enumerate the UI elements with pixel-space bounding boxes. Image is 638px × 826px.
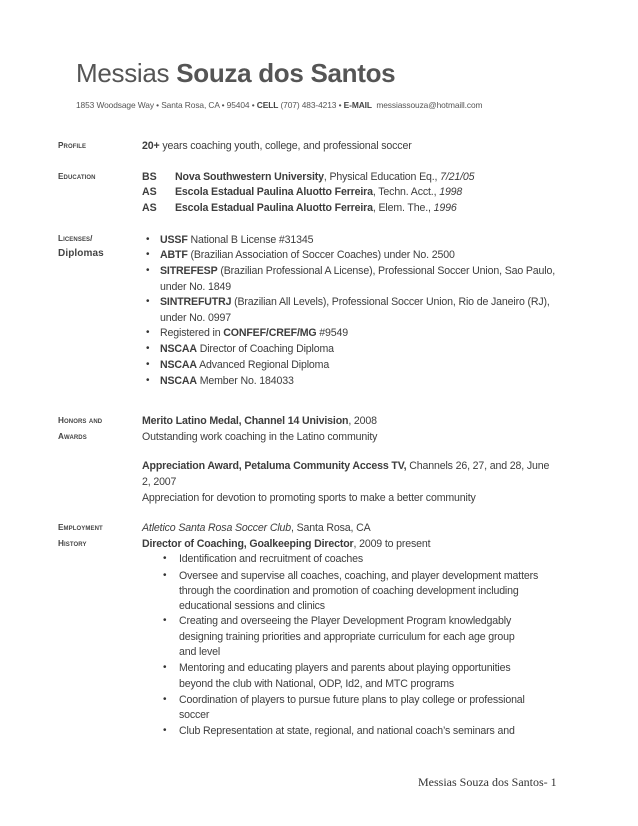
text-run: Advanced Regional Diploma — [196, 359, 330, 371]
text-run: Director of Coaching Diploma — [196, 343, 334, 355]
license-item — [160, 359, 329, 372]
text-run: 2, 2007 — [142, 476, 177, 488]
bullet-icon: • — [146, 375, 150, 386]
bullet-icon: • — [163, 553, 167, 564]
text-run: Appreciation Award, Petaluma Community Access TV, — [142, 460, 407, 472]
text-run: Registered in — [160, 327, 224, 339]
duty-item — [179, 615, 511, 628]
license-item — [160, 343, 334, 356]
duty-item — [179, 553, 363, 566]
section-label-profile: Profile — [58, 141, 87, 150]
section-label-employment: Employment — [58, 523, 103, 532]
education-entry — [175, 186, 462, 199]
section-label-education: Education — [58, 172, 96, 181]
license-continuation — [160, 281, 231, 294]
text-run: SITREFESP — [160, 265, 218, 277]
page-footer: Messias Souza dos Santos- 1 — [418, 775, 557, 789]
section-label-honors: Honors and — [58, 416, 103, 425]
text-run: Member No. 184033 — [196, 375, 294, 387]
license-item — [160, 327, 348, 340]
text-run: under No. 1849 — [160, 281, 231, 293]
contact-line — [76, 100, 482, 110]
resume-name — [76, 58, 395, 89]
bullet-icon: • — [163, 570, 167, 581]
license-item — [160, 296, 550, 309]
text-run: NSCAA — [160, 359, 197, 371]
text-run: under No. 0997 — [160, 312, 231, 324]
duty-continuation — [179, 646, 220, 659]
last-name: Souza dos Santos — [176, 58, 396, 88]
text-run: 1996 — [433, 202, 457, 214]
degree-type: AS — [142, 186, 157, 198]
text-run: (Brazilian Professional A License), Professional Soccer Union, Sao Paulo, — [217, 265, 556, 277]
text-run: Oversee and supervise all coaches, coaching, and player development matters — [179, 570, 539, 582]
email-label: E-MAIL — [343, 100, 372, 110]
first-name: Messias — [76, 58, 170, 88]
honor-line — [142, 415, 377, 428]
bullet-icon: • — [146, 327, 150, 338]
text-run: , Santa Rosa, CA — [291, 522, 371, 534]
degree-type: AS — [142, 202, 157, 214]
text-run: 20+ — [142, 140, 160, 152]
text-run: Atletico Santa Rosa Soccer Club — [142, 522, 292, 534]
license-item — [160, 265, 555, 278]
license-item — [160, 234, 313, 247]
bullet-icon: • — [163, 662, 167, 673]
text-run: USSF — [160, 234, 188, 246]
text-run: and level — [179, 646, 221, 658]
text-run: Escola Estadual Paulina Aluotto Ferreira — [175, 202, 373, 214]
text-run: Coordination of players to pursue future plans to play college or professional — [179, 694, 525, 706]
text-run: , Elem. The., — [372, 202, 434, 214]
duty-item — [179, 694, 525, 707]
honor-line — [142, 431, 377, 444]
duty-item — [179, 570, 538, 583]
license-continuation — [160, 312, 231, 325]
honor-line — [142, 460, 549, 473]
honor-line — [142, 476, 176, 489]
bullet-icon: • — [163, 725, 167, 736]
section-label-history: History — [58, 539, 87, 548]
text-run: #9549 — [316, 327, 349, 339]
address: 1853 Woodsage Way • Santa Rosa, CA • 95404 • — [76, 100, 255, 110]
bullet-icon: • — [146, 296, 150, 307]
text-run: CONFEF/CREF/MG — [223, 327, 317, 339]
text-run: 7/21/05 — [440, 171, 475, 183]
text-run: (Brazilian All Levels), Professional Soccer Union, Rio de Janeiro (RJ), — [231, 296, 550, 308]
text-run: Director of Coaching, Goalkeeping Director — [142, 538, 354, 550]
text-run: Appreciation for devotion to promoting sports to make a better community — [142, 492, 476, 504]
text-run: Nova Southwestern University — [175, 171, 324, 183]
text-run: NSCAA — [160, 343, 197, 355]
profile-text — [142, 140, 412, 153]
text-run: years coaching youth, college, and professional soccer — [159, 140, 412, 152]
text-run: National B License #31345 — [187, 234, 314, 246]
text-run: , Techn. Acct., — [372, 186, 440, 198]
duty-continuation — [179, 585, 519, 598]
text-run: Escola Estadual Paulina Aluotto Ferreira — [175, 186, 373, 198]
text-run: , 2008 — [348, 415, 377, 427]
cell-label: CELL — [256, 100, 279, 110]
cell-number: (707) 483-4213 • — [280, 100, 342, 110]
education-entry — [175, 171, 474, 184]
text-run: NSCAA — [160, 375, 197, 387]
duty-continuation — [179, 631, 515, 644]
bullet-icon: • — [146, 265, 150, 276]
text-run: designing training priorities and appropriate curriculum for each age group — [179, 631, 515, 643]
text-run: Identification and recruitment of coaches — [179, 553, 364, 565]
section-label-licenses: Licenses/ — [58, 234, 93, 243]
education-entry — [175, 202, 457, 215]
text-run: Merito Latino Medal, Channel 14 Univision — [142, 415, 349, 427]
text-run: Outstanding work coaching in the Latino community — [142, 431, 378, 443]
duty-continuation — [179, 678, 454, 691]
duty-continuation — [179, 600, 325, 613]
text-run: ABTF — [160, 249, 188, 261]
bullet-icon: • — [146, 249, 150, 260]
license-item — [160, 249, 455, 262]
degree-type: BS — [142, 171, 157, 183]
bullet-icon: • — [146, 343, 150, 354]
text-run: Channels 26, 27, and 28, June — [406, 460, 550, 472]
text-run: through the coordination and promotion of coaching development including — [179, 585, 519, 597]
duty-continuation — [179, 709, 209, 722]
section-label-diplomas: Diplomas — [58, 248, 104, 259]
bullet-icon: • — [163, 615, 167, 626]
text-run: 1998 — [439, 186, 463, 198]
section-label-awards: Awards — [58, 432, 87, 441]
text-run: Mentoring and educating players and parents about playing opportunities — [179, 662, 511, 674]
text-run: educational sessions and clinics — [179, 600, 325, 612]
email-address: messiassouza@hotmaill.com — [376, 100, 483, 110]
text-run: , Physical Education Eq., — [323, 171, 441, 183]
duty-item — [179, 725, 515, 738]
text-run: beyond the club with National, ODP, Id2, and MTC programs — [179, 678, 455, 690]
honor-line — [142, 492, 476, 505]
license-item — [160, 375, 294, 388]
bullet-icon: • — [163, 694, 167, 705]
text-run: SINTREFUTRJ — [160, 296, 232, 308]
bullet-icon: • — [146, 359, 150, 370]
duty-item — [179, 662, 511, 675]
text-run: Creating and overseeing the Player Development Program knowledgably — [179, 615, 512, 627]
job-title — [142, 538, 430, 551]
text-run: , 2009 to present — [353, 538, 431, 550]
text-run: (Brazilian Association of Soccer Coaches) under No. 2500 — [187, 249, 455, 261]
employer-name — [142, 522, 371, 535]
text-run: soccer — [179, 709, 210, 721]
text-run: Club Representation at state, regional, and national coach’s seminars and — [179, 725, 515, 737]
bullet-icon: • — [146, 234, 150, 245]
